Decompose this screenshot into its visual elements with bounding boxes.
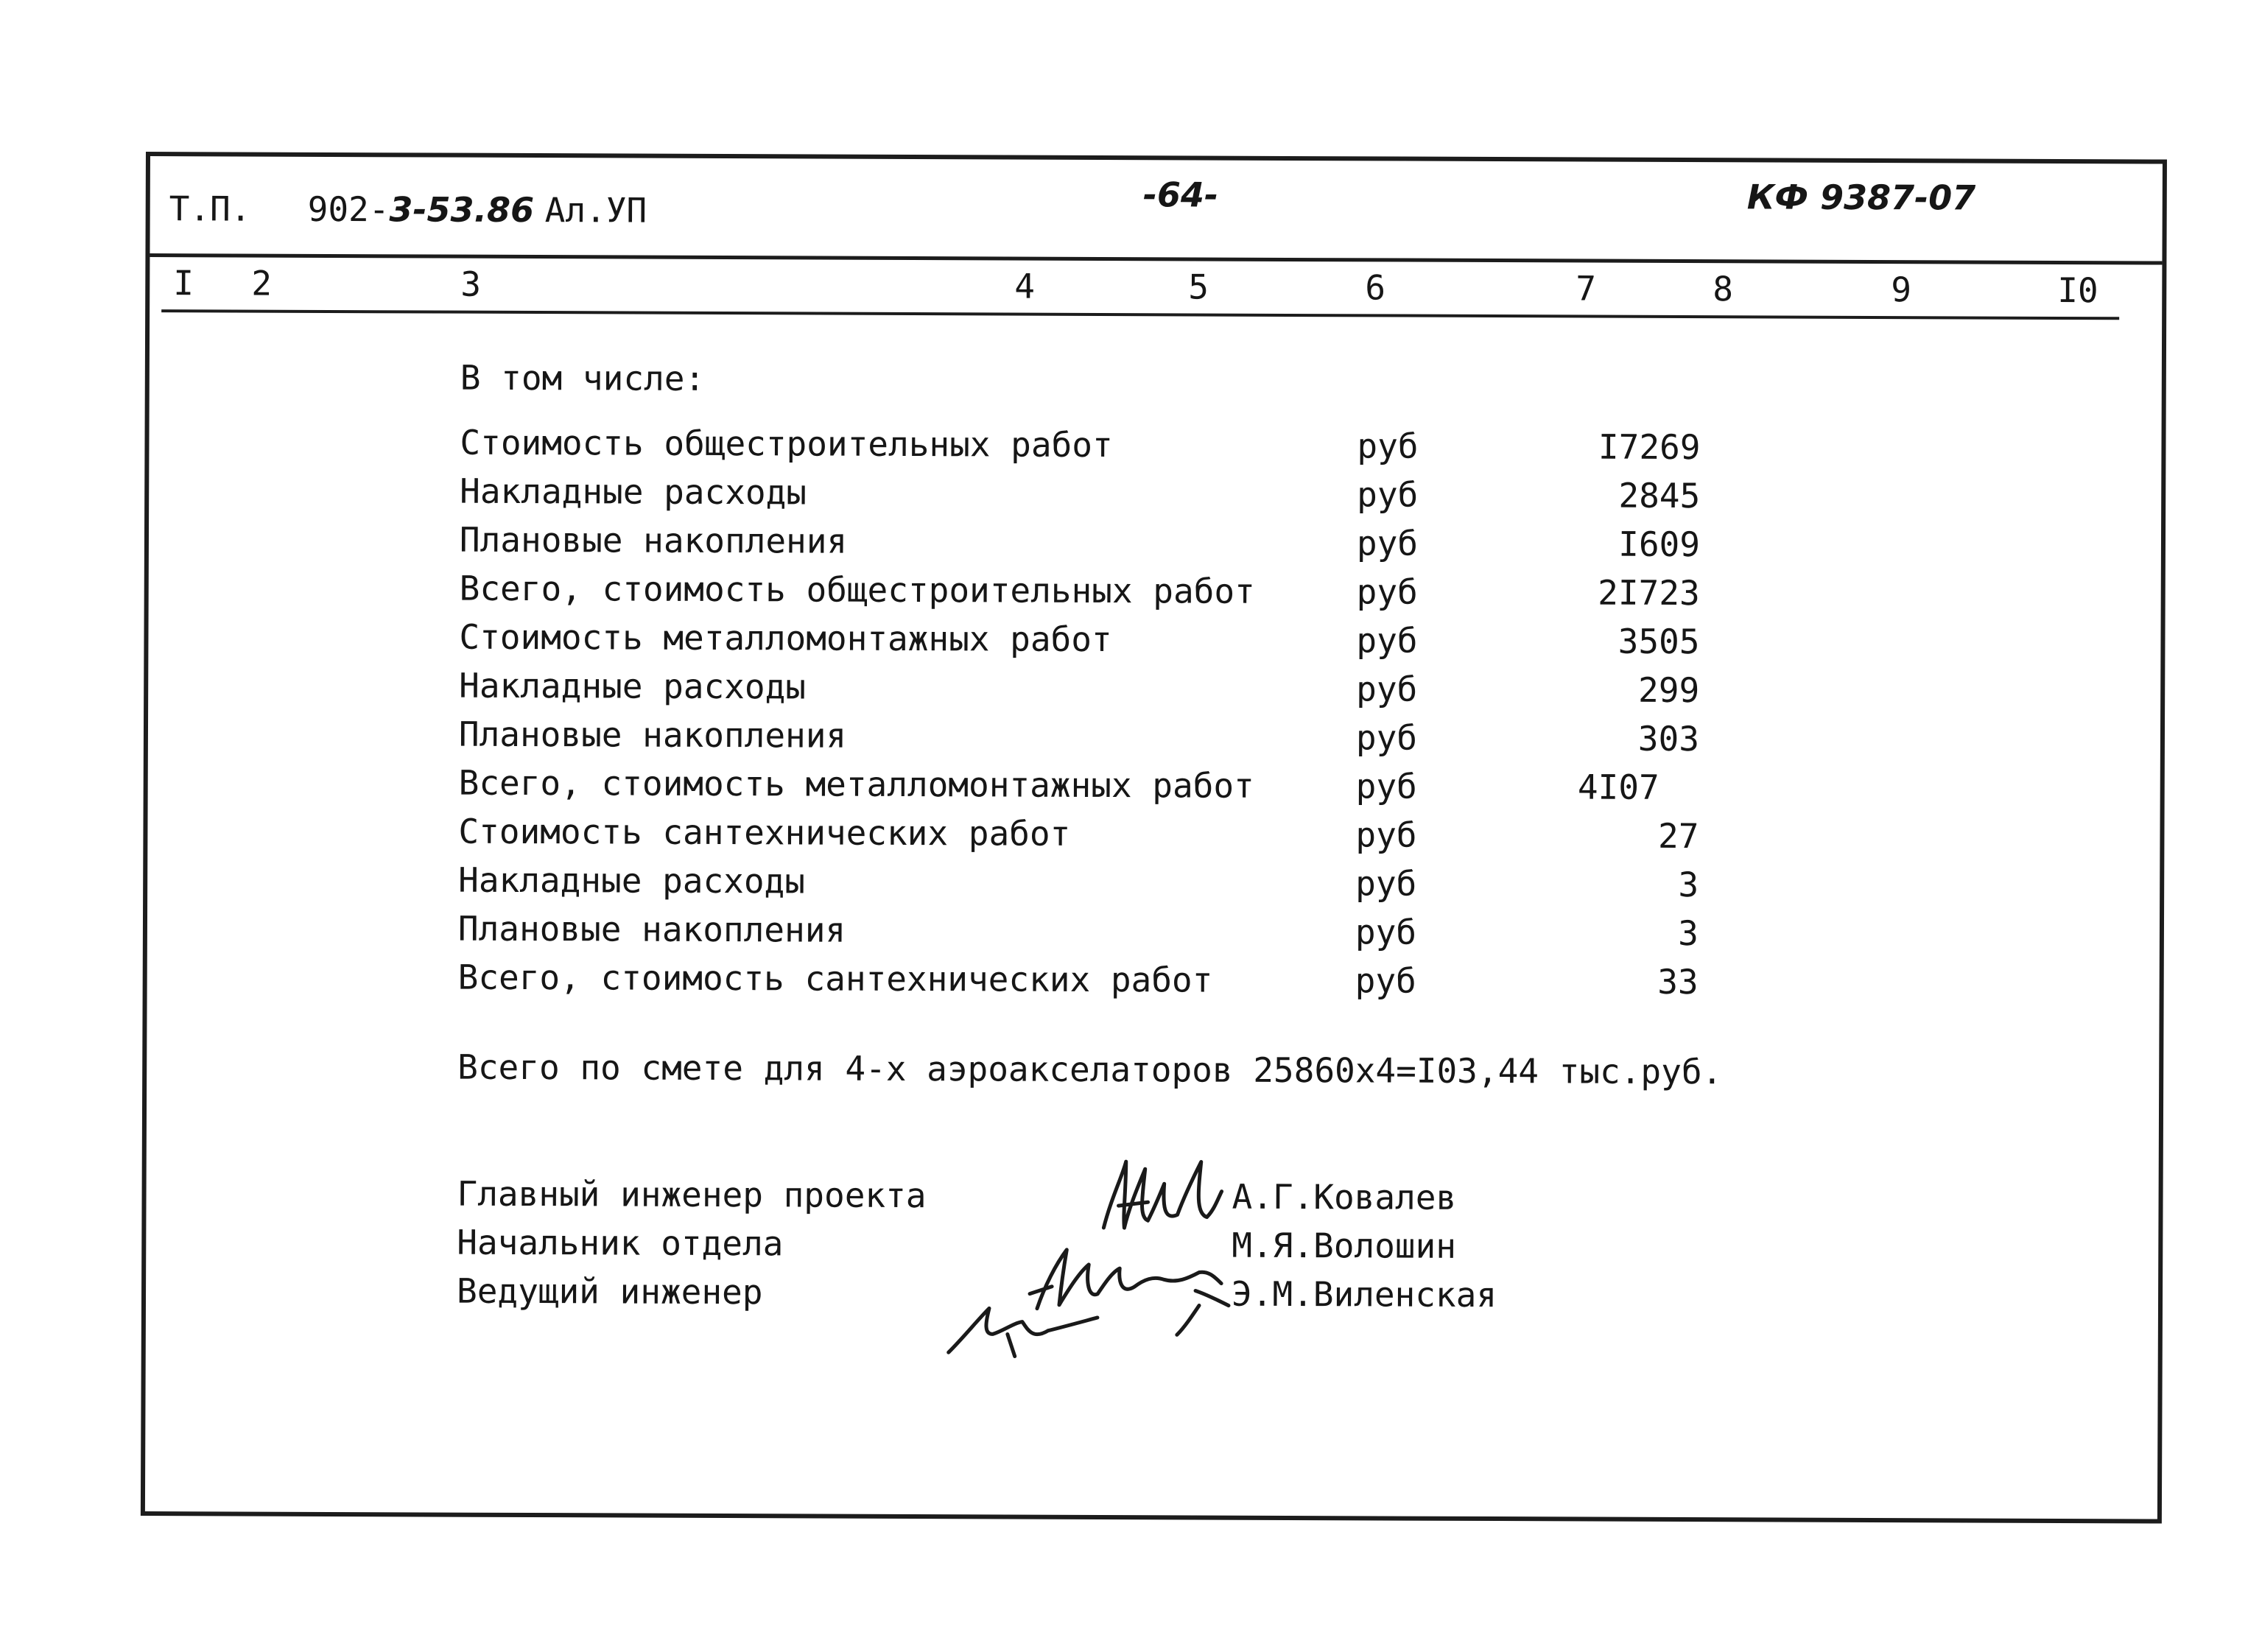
cost-item-unit: руб <box>1357 426 1419 466</box>
column-number: 7 <box>1576 268 1597 309</box>
cost-item-unit: руб <box>1356 572 1418 612</box>
cost-item-value: 27 <box>1657 815 1699 857</box>
section-intro: В том числе: <box>460 357 706 398</box>
cost-item-name: Стоимость металломонтажных работ <box>459 616 1112 660</box>
column-number: 2 <box>251 263 273 303</box>
signatory-name: А.Г.Ковалев <box>1232 1176 1457 1217</box>
cost-item-name: Всего, стоимость металломонтажных работ <box>458 762 1254 806</box>
signatory-role: Главный инженер проекта <box>457 1173 927 1216</box>
cost-item-value: 2I723 <box>1598 572 1700 614</box>
cost-item-value: 3 <box>1678 913 1699 954</box>
cost-item-value: 33 <box>1657 961 1699 1002</box>
cost-item-name: Плановые накопления <box>459 519 848 561</box>
doc-prefix: Т.П. <box>169 189 251 229</box>
signatory-role: Ведущий инженер <box>456 1270 763 1312</box>
cost-item-name: Стоимость сантехнических работ <box>458 811 1071 854</box>
page-number: -64- <box>1142 175 1219 215</box>
header-divider <box>150 253 2162 264</box>
column-number: 9 <box>1891 270 1912 310</box>
signature-chief-engineer <box>1103 1161 1221 1229</box>
cost-item-value: I7269 <box>1598 426 1701 468</box>
cost-item-value: 299 <box>1638 669 1700 711</box>
signature-lead-engineer <box>949 1304 1199 1357</box>
doc-code-handwritten-number: 53.86 <box>426 189 535 231</box>
cost-item-name: Накладные расходы <box>460 471 807 513</box>
signatory-role: Начальник отдела <box>457 1222 784 1264</box>
column-number: 5 <box>1188 267 1209 307</box>
signatory-name: М.Я.Волошин <box>1232 1225 1457 1266</box>
cost-item-name: Плановые накопления <box>457 908 846 950</box>
doc-code-start: 902- <box>307 189 390 230</box>
column-number: 8 <box>1713 269 1734 309</box>
doc-reference: КФ 9387-07 <box>1746 177 1976 218</box>
cost-item-unit: руб <box>1355 912 1417 952</box>
cost-item-value: 2845 <box>1618 475 1701 516</box>
doc-code-handwritten-series: 3- <box>389 189 427 230</box>
cost-item-unit: руб <box>1355 815 1417 855</box>
column-number: 3 <box>460 264 482 304</box>
cost-item-unit: руб <box>1355 863 1417 904</box>
estimate-total: Всего по смете для 4-х аэроакселаторов 25860х4=I03,44 тыс.руб. <box>457 1047 1723 1092</box>
cost-item-name: Стоимость общестроительных работ <box>460 422 1113 465</box>
column-number: 4 <box>1014 266 1036 306</box>
column-number: I0 <box>2057 270 2098 311</box>
document-frame <box>141 152 2167 1524</box>
cost-item-value: 303 <box>1637 718 1700 759</box>
cost-item-name: Всего, стоимость общестроительных работ <box>459 568 1255 611</box>
cost-item-unit: руб <box>1355 717 1418 758</box>
doc-code <box>308 189 535 230</box>
signature-department-head <box>1030 1250 1229 1310</box>
cost-item-name: Плановые накопления <box>458 714 847 756</box>
cost-item-unit: руб <box>1356 523 1419 563</box>
cost-item-value: 4I07 <box>1577 767 1659 807</box>
cost-item-unit: руб <box>1356 620 1418 661</box>
cost-item-value: I609 <box>1618 524 1701 565</box>
album-label: Ал.УП <box>544 190 647 231</box>
cost-item-name: Накладные расходы <box>459 665 807 707</box>
cost-item-unit: руб <box>1355 960 1416 1001</box>
signatory-name: Э.М.Виленская <box>1231 1273 1497 1315</box>
cost-item-name: Накладные расходы <box>458 860 806 901</box>
cost-item-unit: руб <box>1355 766 1417 806</box>
cost-item-unit: руб <box>1357 474 1419 515</box>
cost-item-unit: руб <box>1356 669 1418 709</box>
handwritten-signatures <box>905 1146 1244 1361</box>
cost-item-value: 3 <box>1678 864 1699 905</box>
cost-item-value: 3505 <box>1618 621 1700 662</box>
column-number: I <box>173 263 194 303</box>
cost-item-name: Всего, стоимость сантехнических работ <box>457 957 1213 1000</box>
columns-divider <box>161 309 2119 320</box>
column-number: 6 <box>1365 267 1386 308</box>
